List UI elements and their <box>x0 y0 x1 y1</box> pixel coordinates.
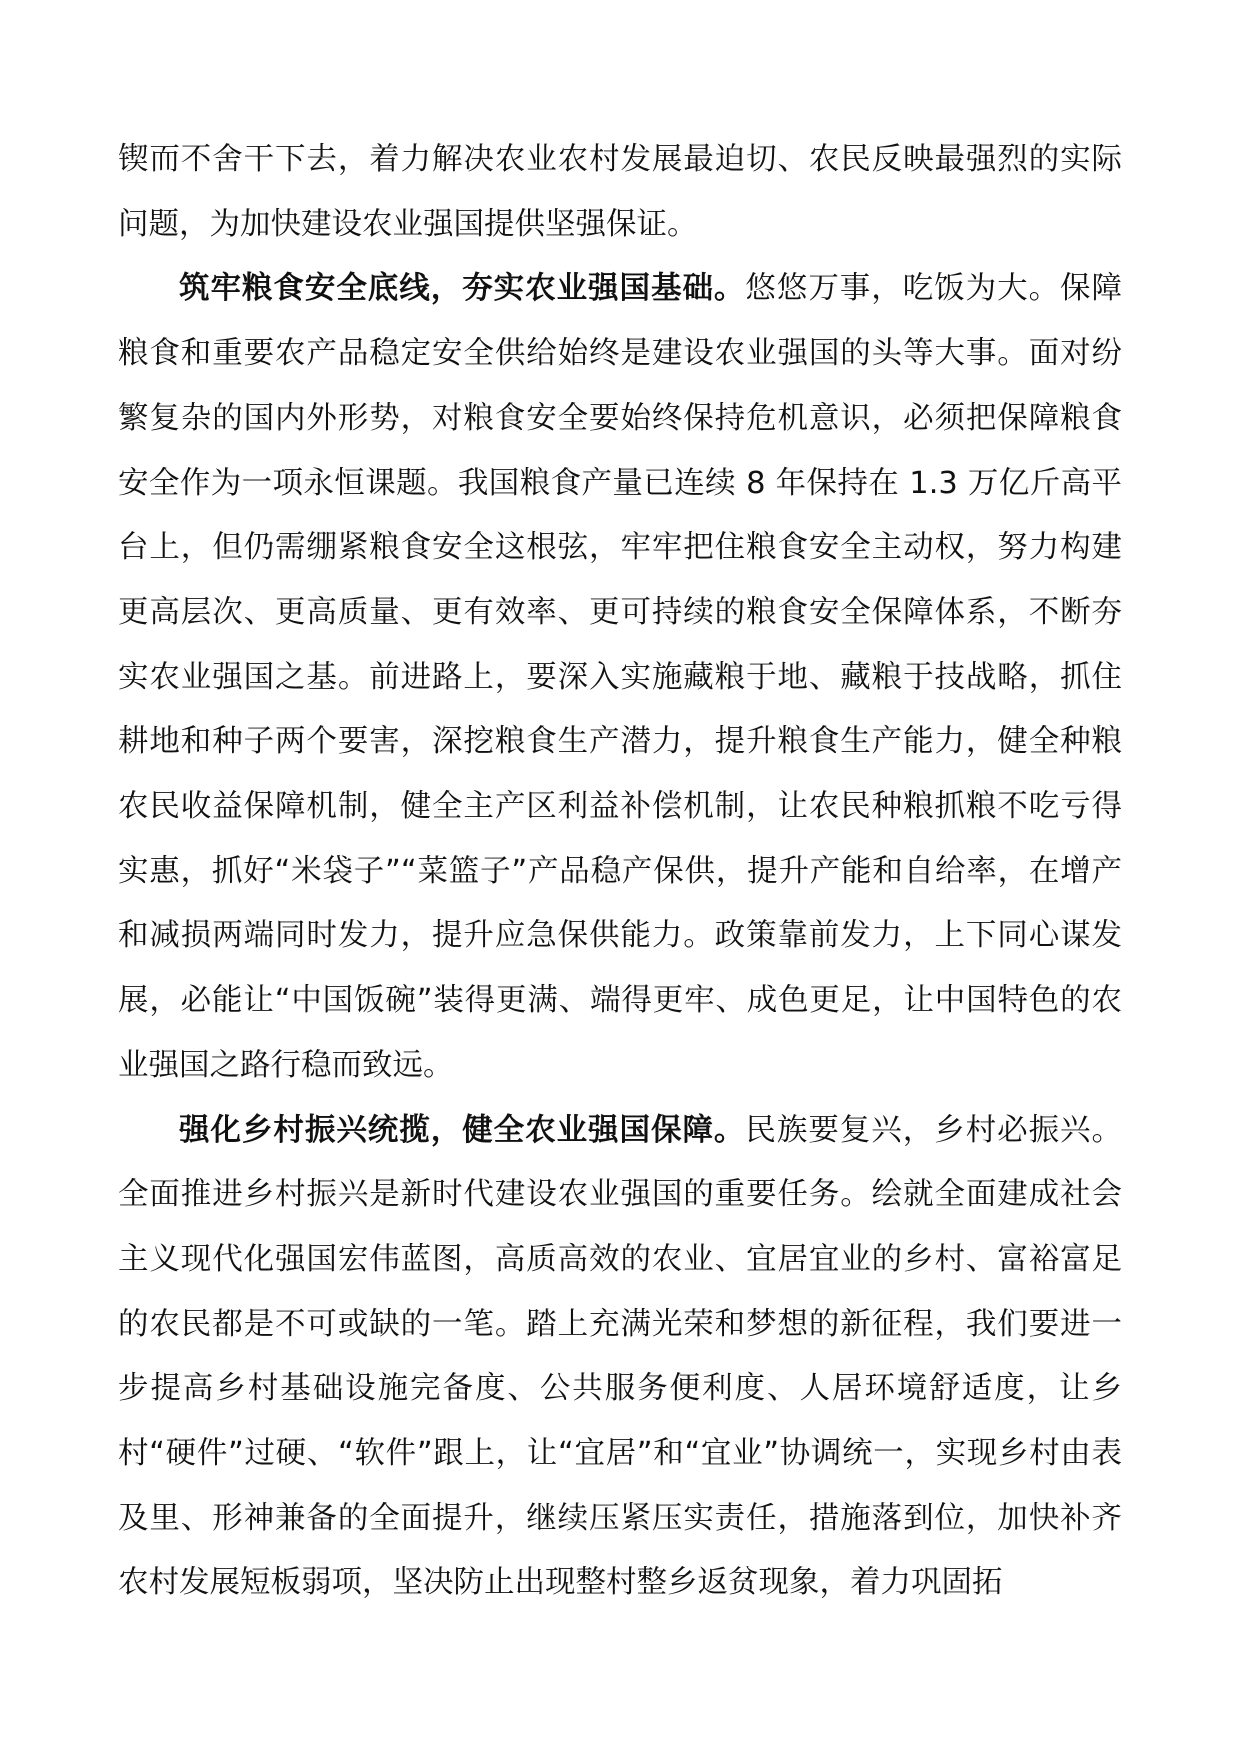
paragraph-2 <box>118 257 1122 1098</box>
paragraph-3 <box>118 1099 1122 1617</box>
paragraph-1 <box>118 128 1122 257</box>
paragraph-2-heading: 筑牢粮食安全底线，夯实农业强国基础。 <box>179 271 746 307</box>
document-body <box>118 128 1122 1616</box>
paragraph-3-heading: 强化乡村振兴统揽，健全农业强国保障。 <box>179 1112 746 1148</box>
paragraph-2-body: 悠悠万事，吃饭为大。保障粮食和重要农产品稳定安全供给始终是建设农业强国的头等大事。面对纷繁复杂的国内外形势，对粮食安全要始终保持危机意识，必须把保障粮食安全作为一项永恒课题。我国粮食产量已连续 8 年保持在 1.3 万亿斤高平台上，但仍需绷紧粮食安全这根弦，牢牢把住粮食安全主动权，努力构建更高层次、更高质量、更有效率、更可持续的粮食安全保障体系，不断夯实农业强国之基。前进路上，要深入实施藏粮于地、藏粮于技战略，抓住耕地和种子两个要害，深挖粮食生产潜力，提升粮食生产能力，健全种粮农民收益保障机制，健全主产区利益补偿机制，让农民种粮抓粮不吃亏得实惠，抓好“米袋子”“菜篮子”产品稳产保供，提升产能和自给率，在增产和减损两端同时发力，提升应急保供能力。政策靠前发力，上下同心谋发展，必能让“中国饭碗”装得更满、端得更牢、成色更足，让中国特色的农业强国之路行稳而致远。 <box>118 271 1123 1083</box>
paragraph-1-body: 锲而不舍干下去，着力解决农业农村发展最迫切、农民反映最强烈的实际问题，为加快建设农业强国提供坚强保证。 <box>118 142 1122 242</box>
paragraph-3-body: 民族要复兴，乡村必振兴。全面推进乡村振兴是新时代建设农业强国的重要任务。绘就全面建成社会主义现代化强国宏伟蓝图，高质高效的农业、宜居宜业的乡村、富裕富足的农民都是不可或缺的一笔。踏上充满光荣和梦想的新征程，我们要进一步提高乡村基础设施完备度、公共服务便利度、人居环境舒适度，让乡村“硬件”过硬、“软件”跟上，让“宜居”和“宜业”协调统一，实现乡村由表及里、形神兼备的全面提升，继续压紧压实责任，措施落到位，加快补齐农村发展短板弱项，坚决防止出现整村整乡返贫现象，着力巩固拓 <box>118 1112 1123 1601</box>
